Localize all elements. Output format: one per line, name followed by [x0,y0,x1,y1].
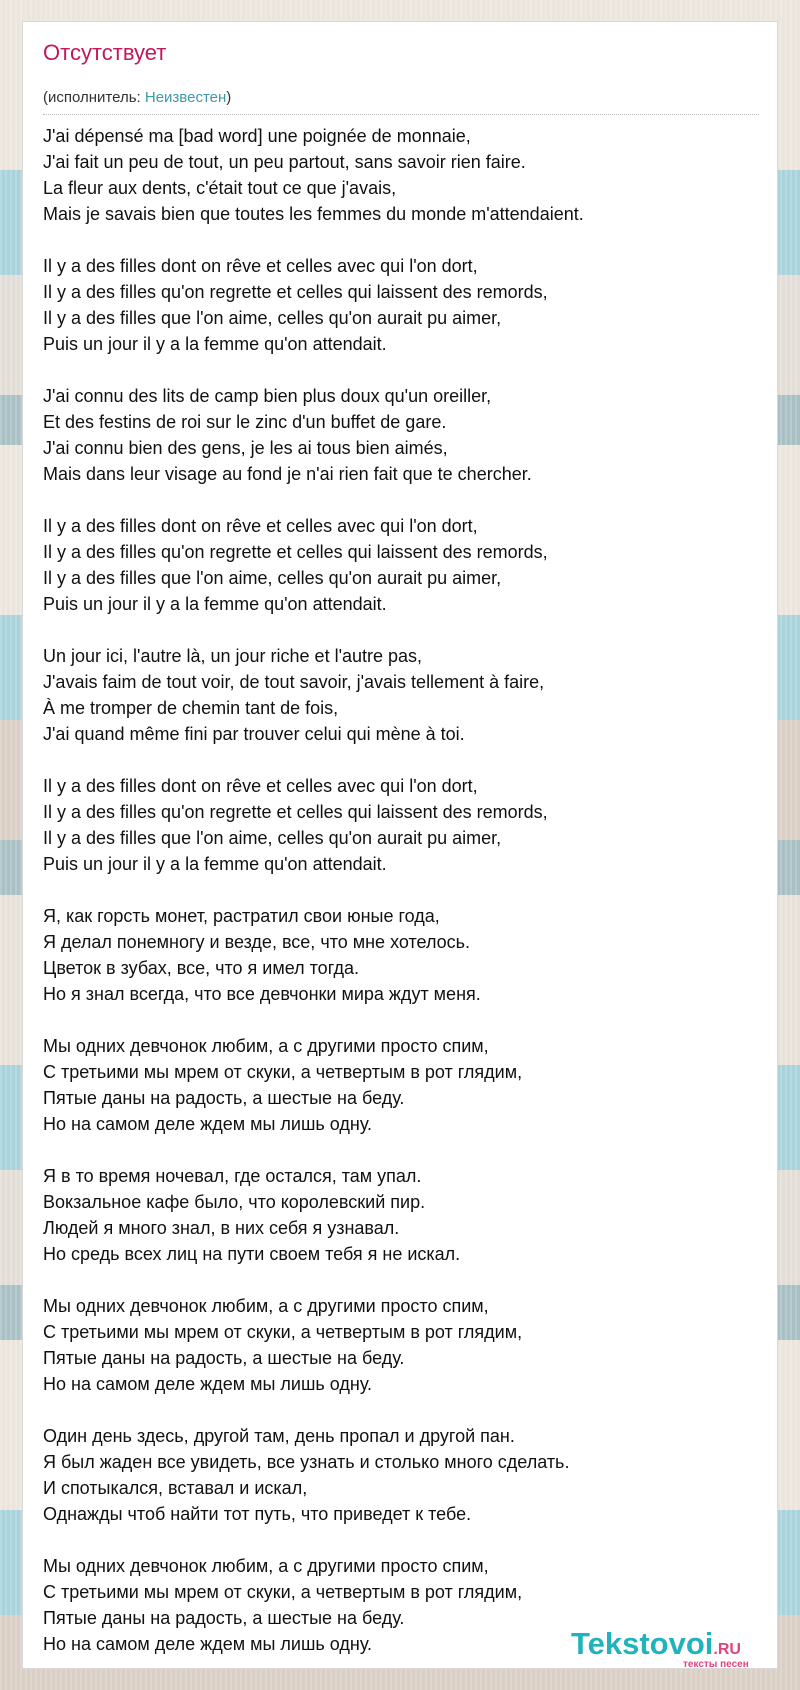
lyric-line: Но я знал всегда, что все девчонки мира ждут меня. [43,984,481,1004]
stanza-gap [43,1397,759,1423]
stanza [43,1293,759,1397]
lyric-line: Il y a des filles dont on rêve et celles avec qui l'on dort, [43,776,478,796]
lyric-line: J'ai connu bien des gens, je les ai tous bien aimés, [43,438,448,458]
stanza-gap [43,877,759,903]
lyric-line: J'ai dépensé ma [bad word] une poignée de monnaie, [43,126,471,146]
logo-tld: .RU [713,1641,741,1658]
stanza-gap [43,487,759,513]
performer-suffix: ) [226,89,232,106]
lyric-line: Но на самом деле ждем мы лишь одну. [43,1114,373,1134]
stanza [43,513,759,617]
lyric-line: Il y a des filles que l'on aime, celles qu'on aurait pu aimer, [43,308,502,328]
performer-line [43,88,231,108]
lyric-line: J'avais faim de tout voir, de tout savoir, j'avais tellement à faire, [43,672,545,692]
lyric-line: J'ai quand même fini par trouver celui qui mène à toi. [43,724,465,744]
lyric-line: С третьими мы мрем от скуки, а четвертым в рот глядим, [43,1062,523,1082]
stanza-gap [43,1527,759,1553]
stanza [43,253,759,357]
lyric-line: Я был жаден все увидеть, все узнать и столько много сделать. [43,1452,570,1472]
lyric-line: Mais je savais bien que toutes les femmes du monde m'attendaient. [43,204,584,224]
lyric-line: С третьими мы мрем от скуки, а четвертым в рот глядим, [43,1582,523,1602]
stanza-gap [43,1137,759,1163]
lyric-line: Il y a des filles dont on rêve et celles avec qui l'on dort, [43,256,478,276]
stanza-gap [43,1267,759,1293]
lyric-line: Il y a des filles dont on rêve et celles avec qui l'on dort, [43,516,478,536]
performer-prefix: (исполнитель: [43,89,145,106]
stanza [43,1033,759,1137]
stanza [43,1423,759,1527]
lyric-line: La fleur aux dents, c'était tout ce que j'avais, [43,178,397,198]
lyric-line: Пятые даны на радость, а шестые на беду. [43,1088,405,1108]
lyric-line: Il y a des filles qu'on regrette et celles qui laissent des remords, [43,542,548,562]
lyric-line: Puis un jour il y a la femme qu'on attendait. [43,334,387,354]
stanza [43,773,759,877]
lyric-line: Я, как горсть монет, растратил свои юные года, [43,906,440,926]
lyric-line: Вокзальное кафе было, что королевский пир. [43,1192,426,1212]
lyric-line: Я делал понемногу и везде, все, что мне хотелось. [43,932,471,952]
lyric-line: Puis un jour il y a la femme qu'on attendait. [43,594,387,614]
lyric-line: Однажды чтоб найти тот путь, что приведет к тебе. [43,1504,472,1524]
lyric-line: Il y a des filles que l'on aime, celles qu'on aurait pu aimer, [43,828,502,848]
lyric-line: Цветок в зубах, все, что я имел тогда. [43,958,359,978]
lyric-line: Я в то время ночевал, где остался, там упал. [43,1166,422,1186]
lyric-line: J'ai fait un peu de tout, un peu partout, sans savoir rien faire. [43,152,526,172]
lyrics-body [43,123,759,1657]
stanza-gap [43,227,759,253]
lyric-line: И спотыкался, вставал и искал, [43,1478,308,1498]
lyric-line: J'ai connu des lits de camp bien plus doux qu'un oreiller, [43,386,492,406]
logo-tagline: тексты песен [683,1659,749,1670]
stanza-gap [43,357,759,383]
lyric-line: Мы одних девчонок любим, а с другими просто спим, [43,1036,489,1056]
lyric-line: Il y a des filles que l'on aime, celles qu'on aurait pu aimer, [43,568,502,588]
stanza-gap [43,617,759,643]
lyric-line: Один день здесь, другой там, день пропал и другой пан. [43,1426,515,1446]
lyric-line: Но на самом деле ждем мы лишь одну. [43,1374,373,1394]
stanza [43,123,759,227]
lyric-line: Il y a des filles qu'on regrette et celles qui laissent des remords, [43,282,548,302]
song-title: Отсутствует [43,40,167,65]
stanza-gap [43,747,759,773]
stanza [43,643,759,747]
stanza [43,383,759,487]
lyric-line: Людей я много знал, в них себя я узнавал. [43,1218,400,1238]
lyric-line: Mais dans leur visage au fond je n'ai rien fait que te chercher. [43,464,532,484]
lyric-line: Но на самом деле ждем мы лишь одну. [43,1634,373,1654]
performer-link[interactable]: Неизвестен [144,89,227,106]
lyric-line: Puis un jour il y a la femme qu'on attendait. [43,854,387,874]
lyric-line: Пятые даны на радость, а шестые на беду. [43,1348,405,1368]
stanza-gap [43,1007,759,1033]
lyric-line: Et des festins de roi sur le zinc d'un buffet de gare. [43,412,447,432]
lyric-line: Il y a des filles qu'on regrette et celles qui laissent des remords, [43,802,548,822]
stanza [43,1163,759,1267]
lyric-line: Мы одних девчонок любим, а с другими просто спим, [43,1296,489,1316]
lyrics-card [22,21,778,1669]
lyric-line: Но средь всех лиц на пути своем тебя я не искал. [43,1244,461,1264]
stanza [43,903,759,1007]
lyric-line: Un jour ici, l'autre là, un jour riche et l'autre pas, [43,646,423,666]
lyric-line: С третьими мы мрем от скуки, а четвертым в рот глядим, [43,1322,523,1342]
lyric-line: Пятые даны на радость, а шестые на беду. [43,1608,405,1628]
lyric-line: Мы одних девчонок любим, а с другими просто спим, [43,1556,489,1576]
lyric-line: À me tromper de chemin tant de fois, [43,698,339,718]
site-logo[interactable] [571,1626,771,1670]
song-header [43,38,759,115]
logo-name: Tekstovoi [571,1626,714,1661]
